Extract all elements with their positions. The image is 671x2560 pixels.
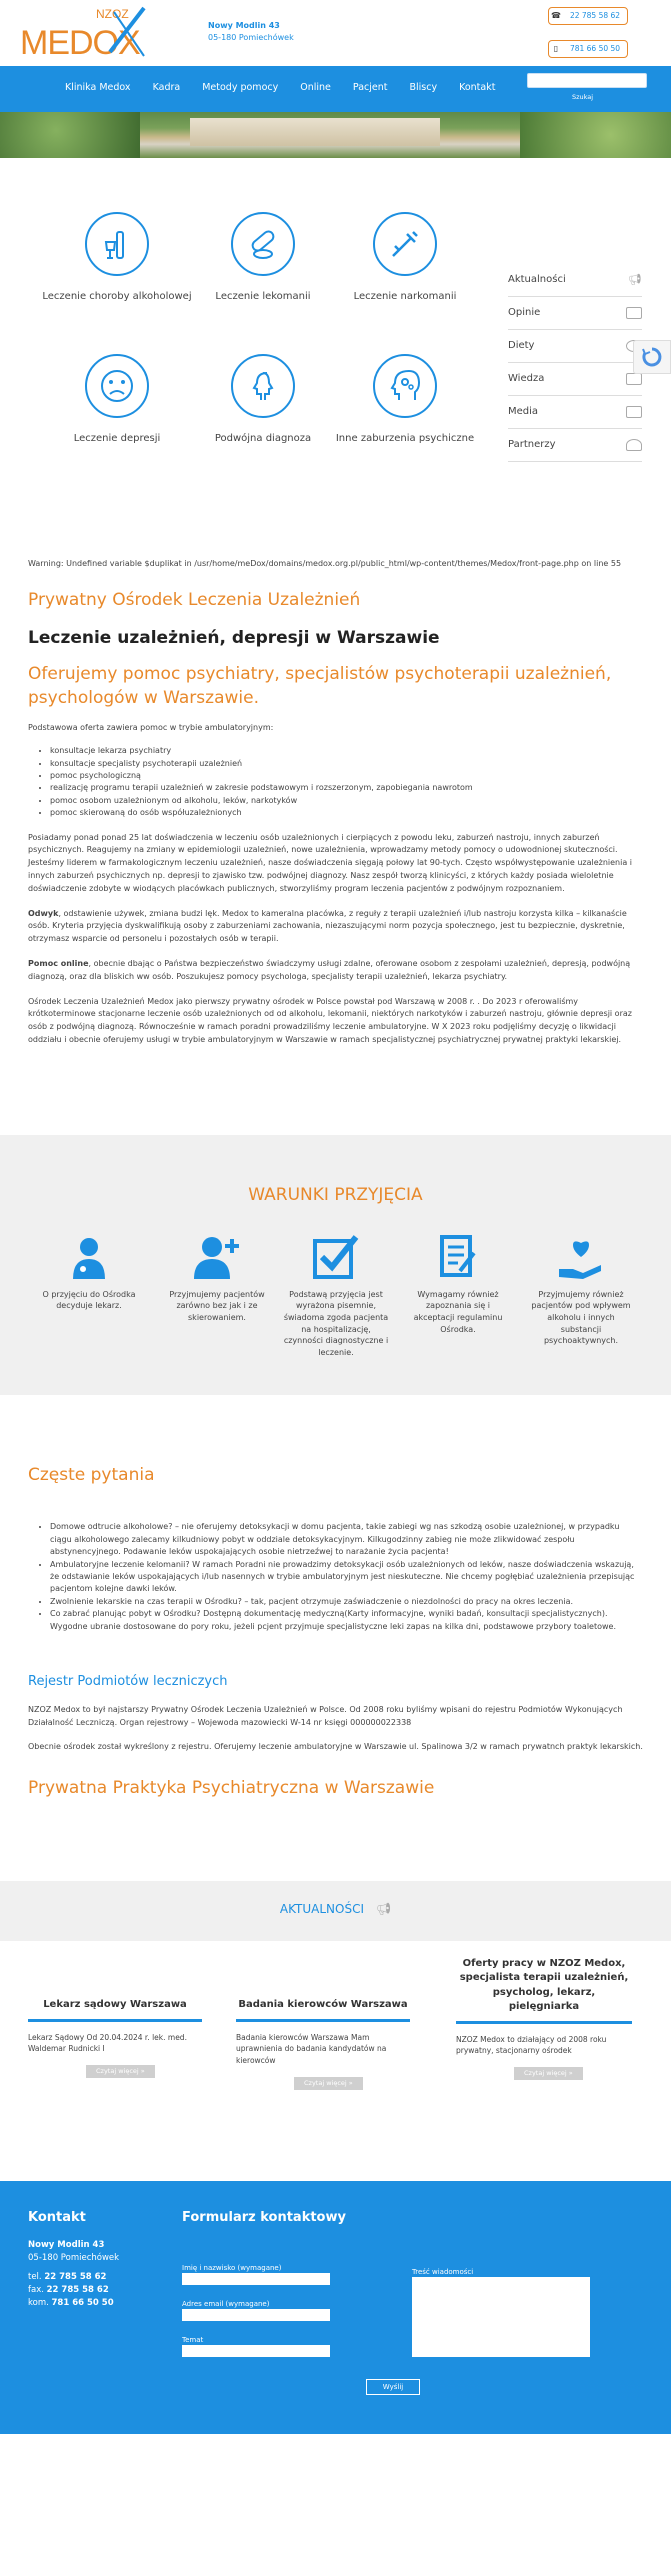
svg-text:NZOZ: NZOZ bbox=[96, 7, 129, 21]
list-item: • Zwolnienie lekarskie na czas terapii w Ośrodku? – tak, pacjent otrzymuje zaświadczenie o niezdolności do pracy na okres leczenia. bbox=[50, 1596, 643, 1608]
footer bbox=[0, 2181, 671, 2434]
person-icon bbox=[626, 439, 642, 451]
card-divider bbox=[236, 2019, 410, 2022]
sidebar-item-label: Media bbox=[508, 405, 539, 417]
condition-text: Przyjmujemy pacjentów zarówno bez jak i ze skierowaniem. bbox=[169, 1289, 265, 1322]
history-paragraph: Ośrodek Leczenia Uzależnień Medox jako pierwszy prywatny ośrodek w Polsce powstał pod Warszawą w 2008 r. . Do 2023 r oferowaliśmy krótkoterminowe stacjonarne leczenie osób uzależnionych od od alkoholu, lekomanii, niektórych narkotyków i zaburzeń nastroju, głównie depresji oraz osób z podwójną diagnozą. Równocześnie w ramach poradni prowadziliśmy leczenie ambulatoryjne. W X 2023 roku podjęliśmy decyzję o likwidacji oddziału i obecnie oferujemy usługi w trybie ambulatoryjnym w Warszawie w ramach specjalistycznej psychiatrycznej prywatnej praktyki lekarskiej. bbox=[28, 996, 632, 1044]
condition-item bbox=[283, 1231, 389, 1359]
faq-title: Częste pytania bbox=[28, 1464, 155, 1485]
service-label: Podwójna diagnoza bbox=[214, 433, 312, 444]
news-card-text: Lekarz Sądowy Od 20.04.2024 r. lek. med. Waldemar Rudnicki I bbox=[28, 2032, 187, 2054]
online-bold: Pomoc online bbox=[28, 958, 89, 968]
condition-text: Przyjmujemy również pacjentów pod wpływem alkoholu i innych substancji psychoaktywnych. bbox=[531, 1289, 631, 1346]
service-depression[interactable] bbox=[42, 354, 192, 447]
card-divider bbox=[28, 2019, 202, 2022]
service-other-disorders[interactable] bbox=[330, 354, 480, 447]
phone-number-1: 22 785 58 62 bbox=[569, 10, 621, 20]
news-card-title[interactable]: Badania kierowców Warszawa bbox=[238, 1999, 408, 2011]
online-text: , obecnie dbając o Państwa bezpieczeństwo świadczymy usługi zdalne, oferowane osobom z zespołami uzależnień, depresją, podwójną diagnozą, oraz dla bliskich ww osób. Poszukujesz pomocy psychologa, specjalisty terapii uzależnień, lekarza psychiatry. bbox=[28, 958, 631, 981]
condition-text: O przyjęciu do Ośrodka decyduje lekarz. bbox=[42, 1289, 136, 1311]
sidebar-item-label: Wiedza bbox=[508, 372, 545, 384]
news-title: AKTUALNOŚCI bbox=[279, 1901, 365, 1916]
medox-logo[interactable] bbox=[18, 4, 148, 62]
sidebar bbox=[508, 264, 642, 462]
list-item: • konsultacje specjalisty psychoterapii uzależnień bbox=[50, 758, 643, 770]
odwyk-paragraph bbox=[28, 908, 643, 946]
main-nav bbox=[0, 66, 671, 112]
nav-metody-pomocy[interactable]: Metody pomocy bbox=[202, 82, 279, 93]
list-item: • pomoc psychologiczną bbox=[50, 770, 643, 782]
service-dual-diagnosis[interactable] bbox=[188, 354, 338, 447]
service-alcohol[interactable] bbox=[42, 212, 192, 305]
faq-list bbox=[50, 1521, 643, 1633]
service-label: Inne zaburzenia psychiczne bbox=[335, 433, 475, 444]
condition-item bbox=[164, 1231, 270, 1324]
nav-bliscy[interactable]: Bliscy bbox=[409, 82, 438, 93]
tel-label: tel. bbox=[28, 2272, 42, 2283]
nav-online[interactable]: Online bbox=[300, 82, 331, 93]
registry-title: Rejestr Podmiotów leczniczych bbox=[28, 1673, 228, 1689]
head-gears-icon bbox=[373, 354, 437, 418]
condition-item bbox=[528, 1231, 634, 1347]
sidebar-item-label: Diety bbox=[508, 339, 535, 351]
condition-text: Podstawą przyjęcia jest wyrażona pisemnie, świadoma zgoda pacjenta na hospitalizację, czynności diagnostyczne i leczenie. bbox=[283, 1289, 389, 1357]
syringe-icon bbox=[373, 212, 437, 276]
faq-section bbox=[0, 1395, 671, 1801]
service-label: Leczenie narkomanii bbox=[353, 291, 457, 302]
form-title: Formularz kontaktowy bbox=[182, 2209, 346, 2225]
list-item: • Ambulatoryjne leczenie kelomanii? W ramach Poradni nie prowadzimy detoksykacji osób uzależnionych od leków, nasze doświadczenia wskazują, że odstawianie leków uspokajających i/lub nasennych w trybie ambulatoryjnym jest nieskuteczne. Nie chcemy pogłębiać uzależnienia przepisując pacjentom kolejne dawki leków. bbox=[50, 1559, 643, 1596]
subject-input[interactable] bbox=[182, 2345, 330, 2357]
offer-heading: Oferujemy pomoc psychiatry, specjalistów psychoterapii uzależnień, psychologów w Warszawie. bbox=[28, 663, 612, 708]
list-item: • Domowe odtrucie alkoholowe? – nie oferujemy detoksykacji w domu pacjenta, takie zabiegi wg nas szkodzą osobie uzależnionej, w przypadku ciągu alkoholowego zalecamy kilkudniowy pobyt w oddziale detoksykacyjnym. Kilkugodzinny zabieg nie może zlikwidować zespołu abstynencyjnego. Podawanie leków uspokajających osobie nietrzeźwej to narażanie życia pacjenta! bbox=[50, 1521, 643, 1558]
odwyk-bold: Odwyk bbox=[28, 908, 59, 918]
fax-label: fax. bbox=[28, 2285, 44, 2296]
send-button[interactable]: Wyślij bbox=[366, 2379, 420, 2395]
list-item: • pomoc osobom uzależnionym od alkoholu, leków, narkotyków bbox=[50, 795, 643, 807]
news-card bbox=[236, 1979, 410, 2090]
list-item: • Co zabrać planując pobyt w Ośrodku? Dostępną dokumentację medyczną(Karty informacyjne, wyniki badań, konsultacji specjalistycznych). Wygodne ubranie dostosowane do pory roku, jeżeli pcjent przyjmuje specjalistyczne leki zapas na kilka dni, podstawowe przybory toaletowe. bbox=[50, 1608, 643, 1633]
search-input[interactable] bbox=[527, 73, 647, 88]
list-item: • konsultacje lekarza psychiatry bbox=[50, 745, 643, 757]
php-warning: Warning: Undefined variable $duplikat in /usr/home/meDox/domains/medox.org.pl/public_html/wp-content/themes/Medox/front-page.php on line 55 bbox=[28, 559, 622, 568]
search-button[interactable]: Szukaj bbox=[572, 93, 594, 101]
document-icon bbox=[626, 406, 642, 418]
sidebar-item-aktualnosci[interactable] bbox=[508, 264, 642, 297]
message-textarea[interactable] bbox=[412, 2277, 590, 2357]
sidebar-item-label: Aktualności bbox=[508, 273, 566, 285]
list-item: • pomoc skierowaną do osób współuzależnionych bbox=[50, 807, 643, 819]
news-card-text: Badania kierowców Warszawa Mam uprawnienia do badania kandydatów na kierowców bbox=[236, 2032, 387, 2066]
mobile-icon: ▯ bbox=[553, 44, 559, 54]
odwyk-text: , odstawienie używek, zmiana budzi lęk. Medox to kameralna placówka, z reguły z terapii uzależnień i/lub nastroju korzysta kilka – kilkanaście osób. Kryteria przyjęcia dyskwalifikują osoby z zaburzeniami zachowania, niezaszującymi norm pozycja społecznego, jest tu bezpiecznie, dyskretnie, otrzymasz wsparcie od personelu i pozostałych osób w terapii. bbox=[28, 908, 627, 944]
sidebar-item-wiedza[interactable] bbox=[508, 363, 642, 396]
speech-bubble-icon bbox=[626, 307, 642, 319]
service-drugs[interactable] bbox=[188, 212, 338, 305]
megaphone-icon: 📢︎ bbox=[375, 1901, 392, 1916]
document-pen-icon bbox=[405, 1231, 511, 1279]
practice-title: Prywatna Praktyka Psychiatryczna w Warszawie bbox=[28, 1778, 435, 1799]
online-paragraph bbox=[28, 958, 643, 984]
nav-kontakt[interactable]: Kontakt bbox=[459, 82, 496, 93]
page-title: Prywatny Ośrodek Leczenia Uzależnień bbox=[28, 589, 361, 610]
admission-conditions bbox=[0, 1135, 671, 1395]
sad-face-icon bbox=[85, 354, 149, 418]
sidebar-item-opinie[interactable] bbox=[508, 297, 642, 330]
svg-text:MEDOX: MEDOX bbox=[20, 24, 140, 62]
email-input[interactable] bbox=[182, 2309, 330, 2321]
bottle-glass-icon bbox=[85, 212, 149, 276]
footer-tel[interactable]: 22 785 58 62 bbox=[44, 2272, 107, 2283]
news-header[interactable] bbox=[0, 1881, 671, 1941]
condition-item bbox=[36, 1231, 142, 1312]
hero-banner bbox=[0, 112, 671, 158]
condition-text: Wymagamy również zapoznania się i akceptacji regulaminu Ośrodka. bbox=[413, 1289, 503, 1334]
offer-intro: Podstawowa oferta zawiera pomoc w trybie ambulatoryjnym: bbox=[28, 723, 274, 733]
phone-box-1[interactable] bbox=[548, 7, 628, 25]
name-label: Imię i nazwisko (wymagane) bbox=[182, 2263, 282, 2272]
phone-number-2: 781 66 50 50 bbox=[569, 43, 621, 53]
read-more-button[interactable]: Czytaj więcej » bbox=[514, 2067, 583, 2080]
footer-kom[interactable]: 781 66 50 50 bbox=[51, 2298, 114, 2309]
nav-pacjent[interactable]: Pacjent bbox=[352, 82, 388, 93]
nav-klinika-medox[interactable]: Klinika Medox bbox=[65, 82, 131, 93]
footer-contact bbox=[28, 2239, 119, 2311]
message-label: Treść wiadomości bbox=[412, 2267, 474, 2276]
name-input[interactable] bbox=[182, 2273, 330, 2285]
service-label: Leczenie lekomanii bbox=[215, 291, 311, 302]
kom-label: kom. bbox=[28, 2298, 49, 2309]
book-icon bbox=[626, 373, 642, 385]
offer-list bbox=[50, 745, 643, 819]
footer-addr1: Nowy Modlin 43 bbox=[28, 2239, 105, 2250]
news-card-title[interactable]: Lekarz sądowy Warszawa bbox=[43, 1999, 187, 2011]
list-item: • realizację programu terapii uzależnień w zakresie podstawowym i rozszerzonym, zapobiegania nawrotom bbox=[50, 782, 643, 794]
helping-hand-icon bbox=[528, 1231, 634, 1279]
footer-addr2: 05-180 Pomiechówek bbox=[28, 2252, 120, 2263]
megaphone-icon: 📢︎ bbox=[628, 273, 642, 287]
doctor-icon bbox=[36, 1231, 142, 1279]
pills-icon bbox=[231, 212, 295, 276]
condition-item bbox=[405, 1231, 511, 1335]
phone-box-2[interactable] bbox=[548, 40, 628, 58]
registry-paragraph-1: NZOZ Medox to był najstarszy Prywatny Ośrodek Leczenia Uzależnień w Polsce. Od 2008 roku byliśmy wpisani do rejestru Podmiotów Wykonujących Działalność Leczniczą. Organ rejestrowy – Wojewoda mazowiecki W-14 nr księgi 000000022338 bbox=[28, 1704, 623, 1727]
sidebar-item-media[interactable] bbox=[508, 396, 642, 429]
nav-kadra[interactable]: Kadra bbox=[152, 82, 181, 93]
add-user-icon bbox=[164, 1231, 270, 1279]
header-address bbox=[208, 20, 294, 44]
conditions-title: WARUNKI PRZYJĘCIA bbox=[248, 1184, 423, 1205]
subtitle: Leczenie uzależnień, depresji w Warszawie bbox=[28, 628, 440, 649]
sidebar-item-label: Partnerzy bbox=[508, 438, 556, 450]
email-label: Adres email (wymagane) bbox=[182, 2299, 270, 2308]
registry-paragraph-2: Obecnie ośrodek został wykreślony z rejestru. Oferujemy leczenie ambulatoryjne w Warszawie ul. Spalinowa 3/2 w ramach prywatnch praktyk lekarskich. bbox=[28, 1742, 643, 1752]
card-divider bbox=[456, 2021, 632, 2024]
two-heads-icon bbox=[231, 354, 295, 418]
news-cards bbox=[0, 1941, 671, 2181]
news-card-title[interactable]: Oferty pracy w NZOZ Medox, specjalista terapii uzależnień, psycholog, lekarz, pielęgniarka bbox=[459, 1957, 629, 2013]
phone-icon: ☎ bbox=[551, 11, 561, 21]
news-card bbox=[456, 1957, 632, 2081]
address-line2: 05-180 Pomiechówek bbox=[208, 33, 294, 42]
footer-fax: 22 785 58 62 bbox=[46, 2285, 109, 2296]
checkbox-icon bbox=[283, 1231, 389, 1279]
sidebar-item-label: Opinie bbox=[508, 306, 541, 318]
service-label: Leczenie depresji bbox=[73, 433, 161, 444]
news-card bbox=[28, 1979, 202, 2079]
footer-contact-title: Kontakt bbox=[28, 2209, 86, 2225]
sidebar-item-partnerzy[interactable] bbox=[508, 429, 642, 462]
service-label: Leczenie choroby alkoholowej bbox=[42, 291, 192, 302]
recaptcha-badge[interactable] bbox=[633, 340, 671, 374]
read-more-button[interactable]: Czytaj więcej » bbox=[294, 2077, 363, 2090]
read-more-button[interactable]: Czytaj więcej » bbox=[86, 2065, 155, 2078]
address-line1: Nowy Modlin 43 bbox=[208, 21, 280, 30]
subject-label: Temat bbox=[182, 2335, 204, 2344]
service-narcotics[interactable] bbox=[330, 212, 480, 305]
sidebar-item-diety[interactable] bbox=[508, 330, 642, 363]
header bbox=[0, 0, 671, 66]
news-card-text: NZOZ Medox to działający od 2008 roku prywatny, stacjonarny ośrodek bbox=[456, 2034, 607, 2056]
experience-paragraph: Posiadamy ponad ponad 25 lat doświadczenia w leczeniu osób uzależnionych i cierpiących z powodu leku, zaburzeń nastroju, innych zaburzeń psychicznych. Reagujemy na zmiany w epidemiologii uzależnień, nowe uzależnienia, wprowadzamy metody pomocy o udowodnionej skuteczności. Jesteśmy liderem w farmakologicznym leczeniu uzależnień, nasze doświadczenia sięgają połowy lat 90-tych. Często współwystępowanie uzależnienia i innych zaburzeń psychicznych np. depresji to zjawisko tzw. podwójnej diagnozy. Nasz zespół tworzą klinicyści, z których każdy posiada wieloletnie doświadczenie zdobyte w wiodących placówkach publicznych, stworzyliśmy program leczenia pacjentów z podwójnym rozpoznaniem. bbox=[28, 832, 633, 893]
